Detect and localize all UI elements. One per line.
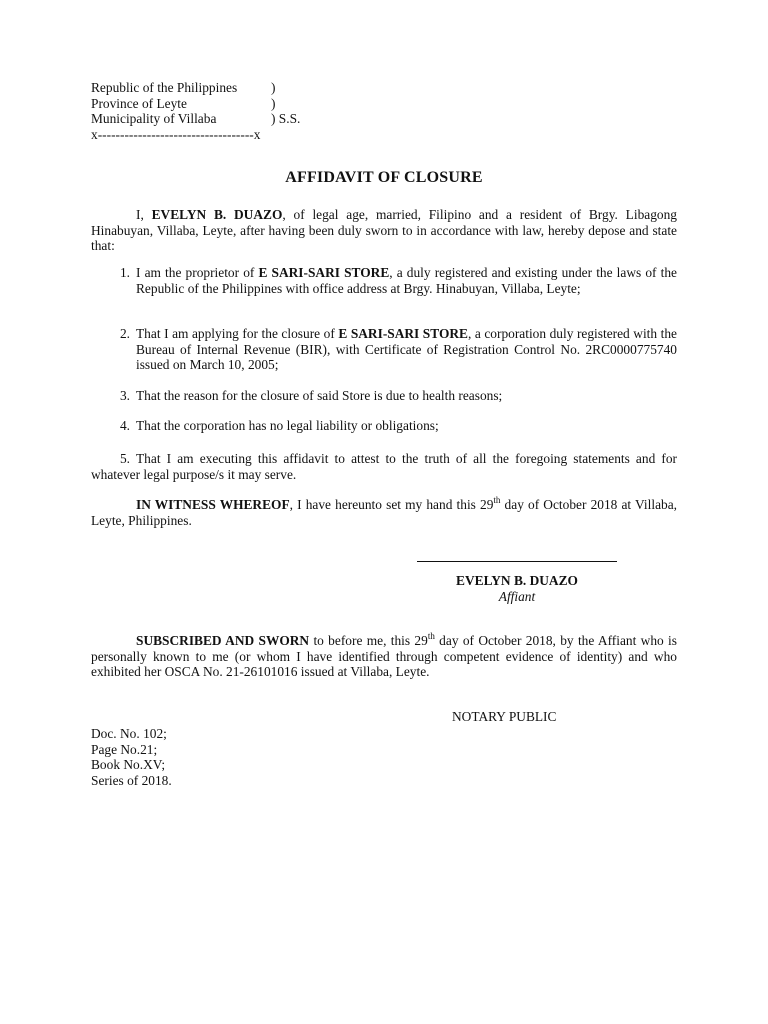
intro-lead: I,: [136, 207, 152, 222]
store-name: E SARI-SARI STORE: [338, 326, 468, 341]
signature-line: [417, 561, 617, 562]
list-item-text-post: , a corporation duly registered with the Bureau of Internal Revenue (BIR), with Certificate of Registration Control No. 2RC0000775740 issued on March 10, 2005;: [136, 326, 677, 372]
venue-line-left: Province of Leyte: [91, 95, 187, 111]
document-title: AFFIDAVIT OF CLOSURE: [285, 169, 483, 186]
witness-text-pre: , I have hereunto set my hand this 29: [289, 497, 494, 512]
list-item-text-post: , a duly registered and existing under the laws of the Republic of the Philippines with office address at Brgy. Hinabuyan, Villaba, Leyte;: [136, 265, 677, 296]
list-item-5: [91, 451, 677, 482]
jurat-paragraph: [91, 630, 677, 680]
list-item-text: That the reason for the closure of said Store is due to health reasons;: [136, 388, 503, 403]
list-item-number: 3.: [119, 388, 130, 403]
list-item-text: That I am executing this affidavit to attest to the truth of all the foregoing statements and for whatever legal purpose/s it may serve.: [91, 451, 677, 482]
notary-public-label: NOTARY PUBLIC: [452, 709, 557, 724]
venue-line: [91, 111, 300, 127]
jurat-text-post: day of October 2018, by the Affiant who is personally known to me (or whom I have identified through competent evidence of identity) and who exhibited her OSCA No. 21-26101016 issued at Villaba, Leyte.: [91, 633, 677, 679]
list-item-number: 2.: [119, 326, 130, 341]
page-number: Page No.21;: [91, 741, 158, 757]
jurat-text-pre: to before me, this 29: [309, 633, 428, 648]
intro-paragraph: [91, 207, 677, 254]
list-item-text: That the corporation has no legal liability or obligations;: [136, 418, 439, 433]
venue-line-left: Republic of the Philippines: [91, 80, 238, 95]
list-item-text-pre: That I am applying for the closure of: [136, 326, 339, 341]
jurat-heading: SUBSCRIBED AND SWORN: [136, 633, 310, 648]
affiant-name: EVELYN B. DUAZO: [151, 207, 283, 222]
series-year: Series of 2018.: [91, 772, 172, 788]
doc-number: Doc. No. 102;: [91, 726, 167, 741]
list-item-number: 4.: [119, 418, 130, 433]
list-item-text-pre: I am the proprietor of: [136, 265, 259, 280]
list-item: [91, 265, 677, 296]
witness-day-suffix: th: [493, 494, 501, 505]
signature-name: EVELYN B. DUAZO: [456, 573, 578, 588]
caption-divider: x-----------------------------------x: [91, 126, 261, 142]
list-item: [91, 326, 677, 373]
signature-role: Affiant: [498, 589, 536, 604]
book-number: Book No.XV;: [91, 757, 166, 772]
list-item-number: 1.: [119, 265, 130, 280]
list-item-number: 5.: [119, 451, 130, 466]
notarial-register: [91, 726, 172, 788]
venue-line: [91, 80, 300, 96]
venue-line-right: ): [271, 95, 276, 111]
store-name: E SARI-SARI STORE: [258, 265, 390, 280]
venue-line-left: Municipality of Villaba: [91, 111, 217, 126]
list-item-text: [136, 265, 677, 296]
venue-caption: [91, 80, 300, 142]
list-item: [91, 388, 677, 404]
venue-line: [91, 96, 300, 112]
list-item-text: [136, 326, 677, 373]
intro-rest: , of legal age, married, Filipino and a resident of Brgy. Libagong Hinabuyan, Villaba, Leyte, after having been duly sworn to in accordance with law, hereby depose and state that:: [91, 207, 677, 253]
jurat-day-suffix: th: [427, 630, 435, 641]
witness-paragraph: [91, 494, 677, 528]
witness-text-post: day of October 2018 at Villaba, Leyte, Philippines.: [91, 497, 677, 528]
witness-heading: IN WITNESS WHEREOF: [136, 497, 290, 512]
venue-line-right: ) S.S.: [271, 111, 301, 126]
venue-line-right: ): [271, 80, 276, 95]
list-item: [91, 418, 677, 434]
